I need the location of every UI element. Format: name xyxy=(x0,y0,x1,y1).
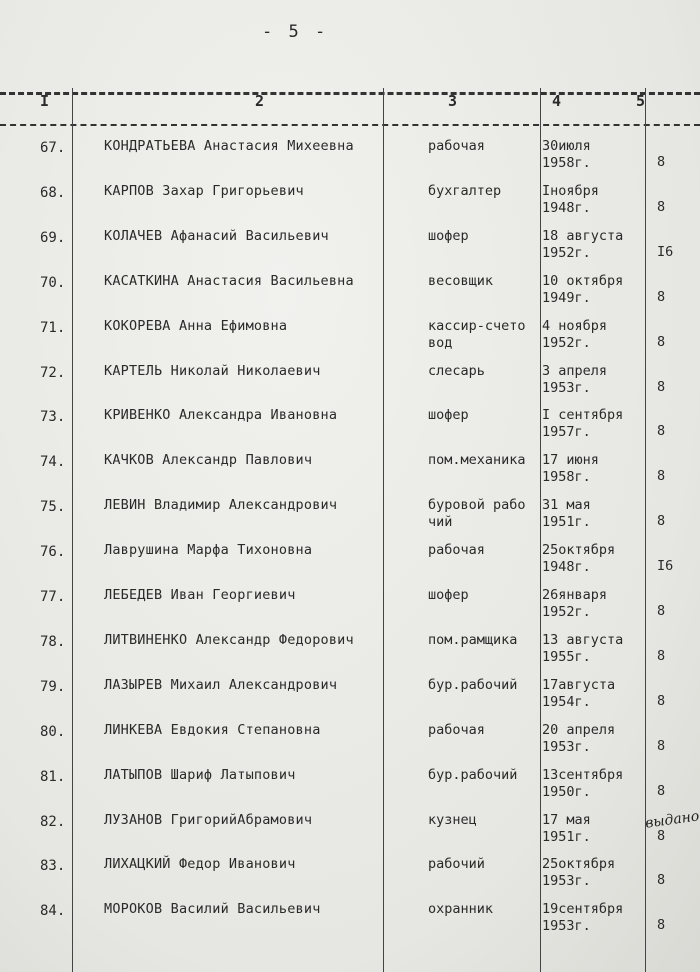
years-value: 8 xyxy=(657,198,666,215)
years-value: 8 xyxy=(657,692,666,709)
person-name: ЛУЗАНОВ ГригорийАбрамович xyxy=(104,811,313,828)
row-number: 73. xyxy=(40,409,66,426)
table-row xyxy=(0,405,700,449)
row-number: 84. xyxy=(40,903,66,920)
hire-date: 17августа 1954г. xyxy=(542,676,616,710)
row-number: 67. xyxy=(40,140,66,156)
person-name: МОРОКОВ Василий Васильевич xyxy=(104,901,321,918)
hire-date: 25октября 1953г. xyxy=(542,856,616,890)
margin-note: выдано xyxy=(644,808,700,832)
years-value: I6 xyxy=(657,243,674,260)
hire-date: 3 апреля 1953г. xyxy=(542,362,608,396)
table-row xyxy=(0,585,700,629)
row-number: 71. xyxy=(40,319,66,336)
hire-date: 17 мая 1951г. xyxy=(542,811,591,845)
person-name: ЛАТЫПОВ Шариф Латыпович xyxy=(104,766,296,783)
hire-date: 26января 1952г. xyxy=(542,587,608,620)
table-row xyxy=(0,450,700,494)
hire-date: 30июля 1958г. xyxy=(542,138,591,171)
table-row xyxy=(0,810,700,854)
years-value: 8 xyxy=(657,872,666,889)
row-number: 81. xyxy=(40,768,66,785)
person-name: ЛИТВИНЕНКО Александр Федорович xyxy=(104,631,354,648)
row-number: 77. xyxy=(40,589,66,605)
job-title: бур.рабочий xyxy=(428,766,518,783)
person-name: ЛИХАЦКИЙ Федор Иванович xyxy=(104,856,296,873)
person-name: ЛЕБЕДЕВ Иван Георгиевич xyxy=(104,587,296,603)
years-value: 8 xyxy=(657,333,666,350)
job-title: рабочая xyxy=(428,138,485,154)
years-value: 8 xyxy=(657,154,666,170)
table-row xyxy=(0,226,700,270)
table-row xyxy=(0,540,700,584)
years-value: 8 xyxy=(657,378,666,395)
table-row xyxy=(0,136,700,180)
hire-date: I сентября 1957г. xyxy=(542,407,624,441)
row-number: 83. xyxy=(40,858,66,875)
person-name: КАРПОВ Захар Григорьевич xyxy=(104,182,304,199)
job-title: рабочая xyxy=(428,721,485,738)
table-row xyxy=(0,630,700,674)
years-value: 8 xyxy=(657,423,666,440)
years-value: 8 xyxy=(657,917,666,934)
row-number: 72. xyxy=(40,364,66,381)
row-number: 75. xyxy=(40,499,66,516)
job-title: рабочий xyxy=(428,856,485,873)
job-title: кассир-счето вод xyxy=(428,317,526,351)
years-value: 8 xyxy=(657,782,666,799)
table-row xyxy=(0,361,700,405)
table-row xyxy=(0,181,700,225)
row-number: 74. xyxy=(40,454,66,471)
years-value: 8 xyxy=(657,827,666,844)
job-title: рабочая xyxy=(428,542,485,559)
column-header-3: 3 xyxy=(448,92,458,110)
table-row xyxy=(0,271,700,315)
years-value: I6 xyxy=(657,558,674,575)
hire-date: 20 апреля 1953г. xyxy=(542,721,616,755)
hire-date: 19сентября 1953г. xyxy=(542,901,624,935)
table-row xyxy=(0,720,700,764)
column-header-4: 4 xyxy=(552,92,562,110)
column-header-2: 2 xyxy=(255,92,265,110)
job-title: шофер xyxy=(428,407,469,424)
row-number: 82. xyxy=(40,813,66,830)
person-name: ЛИНКЕВА Евдокия Степановна xyxy=(104,721,321,738)
hire-date: 17 июня 1958г. xyxy=(542,452,599,486)
years-value: 8 xyxy=(657,288,666,305)
years-value: 8 xyxy=(657,737,666,754)
column-header-1: I xyxy=(40,92,50,110)
person-name: КОНДРАТЬЕВА Анастасия Михеевна xyxy=(104,138,354,154)
table-row xyxy=(0,675,700,719)
job-title: пом.механика xyxy=(428,452,526,469)
page-number: - 5 - xyxy=(262,22,329,42)
header-bottom-rule xyxy=(0,124,700,126)
row-number: 79. xyxy=(40,678,66,695)
column-header-5: 5 xyxy=(636,92,646,110)
person-name: КОКОРЕВА Анна Ефимовна xyxy=(104,317,288,334)
person-name: КОЛАЧЕВ Афанасий Васильевич xyxy=(104,227,329,244)
job-title: весовщик xyxy=(428,272,494,289)
person-name: КАРТЕЛЬ Николай Николаевич xyxy=(104,362,321,379)
hire-date: 10 октября 1949г. xyxy=(542,272,624,306)
row-number: 80. xyxy=(40,723,66,740)
row-number: 78. xyxy=(40,633,66,650)
table-row xyxy=(0,899,700,943)
table-row xyxy=(0,854,700,898)
hire-date: 31 мая 1951г. xyxy=(542,497,591,531)
person-name: ЛЕВИН Владимир Александрович xyxy=(104,497,338,514)
row-number: 69. xyxy=(40,229,66,246)
row-number: 68. xyxy=(40,184,66,201)
hire-date: 4 ноября 1952г. xyxy=(542,317,608,351)
person-name: Лаврушина Марфа Тихоновна xyxy=(104,542,313,559)
hire-date: 13сентября 1950г. xyxy=(542,766,624,800)
years-value: 8 xyxy=(657,468,666,485)
job-title: слесарь xyxy=(428,362,485,379)
job-title: охранник xyxy=(428,901,494,918)
header-top-rule xyxy=(0,92,700,95)
person-name: КАЧКОВ Александр Павлович xyxy=(104,452,313,469)
row-number: 76. xyxy=(40,544,66,561)
hire-date: 18 августа 1952г. xyxy=(542,227,624,261)
job-title: кузнец xyxy=(428,811,477,828)
job-title: буровой рабо чий xyxy=(428,497,526,531)
years-value: 8 xyxy=(657,603,666,619)
table-row xyxy=(0,495,700,539)
table-row xyxy=(0,316,700,360)
person-name: КРИВЕНКО Александра Ивановна xyxy=(104,407,338,424)
years-value: 8 xyxy=(657,647,666,664)
person-name: ЛАЗЫРЕВ Михаил Александрович xyxy=(104,676,338,693)
row-number: 70. xyxy=(40,274,66,291)
table-row xyxy=(0,765,700,809)
job-title: шофер xyxy=(428,227,469,244)
years-value: 8 xyxy=(657,513,666,530)
job-title: бур.рабочий xyxy=(428,676,518,693)
job-title: шофер xyxy=(428,587,469,603)
hire-date: Iноября 1948г. xyxy=(542,182,599,216)
job-title: бухгалтер xyxy=(428,182,502,199)
person-name: КАСАТКИНА Анастасия Васильевна xyxy=(104,272,354,289)
hire-date: 25октября 1948г. xyxy=(542,542,616,576)
job-title: пом.рамщика xyxy=(428,631,518,648)
hire-date: 13 августа 1955г. xyxy=(542,631,624,665)
